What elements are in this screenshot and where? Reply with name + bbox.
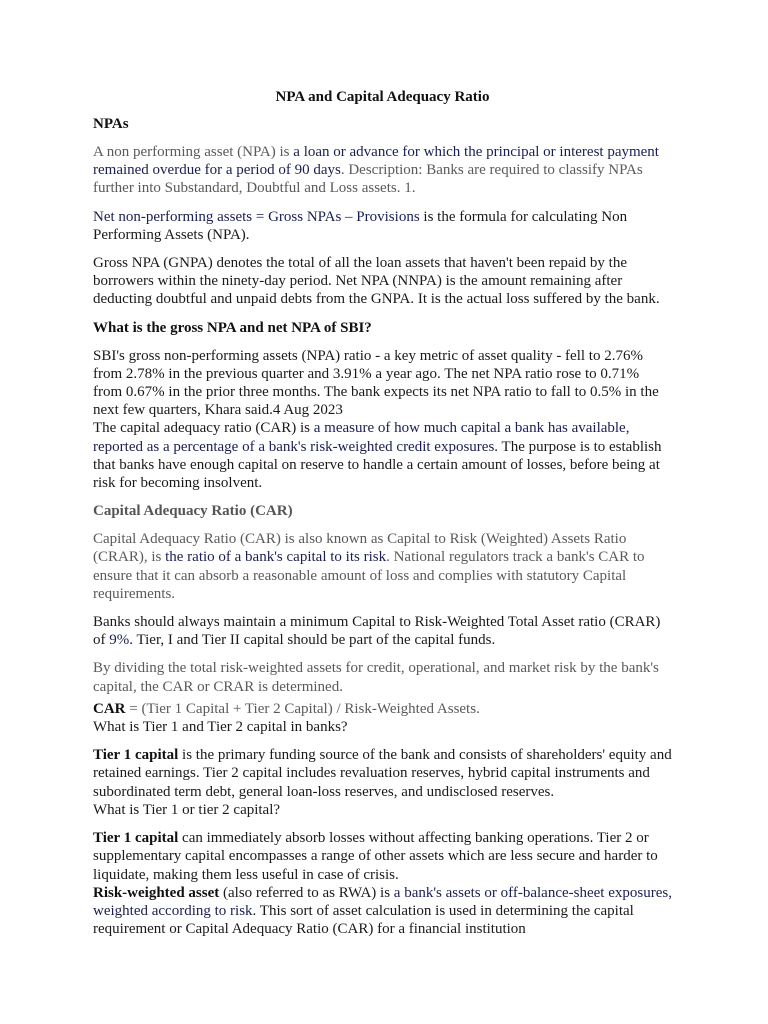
heading-sbi-npa: What is the gross NPA and net NPA of SBI? — [93, 319, 372, 336]
paragraph-car-definition — [93, 419, 672, 492]
car-formula-label: CAR — [93, 700, 126, 717]
npa-definition-highlight: a loan or advance for which the principal or interest payment remained overdue for a period of 90 days — [93, 144, 659, 179]
crar-tail: . National regulators track a bank's CAR to ensure that it can absorb a reasonable amount of loss and complies with statutory Capital requirements. — [93, 549, 645, 602]
min-crar-lead: Banks should always maintain a minimum Capital to Risk-Weighted Total Asset ratio (CRAR) of — [93, 614, 661, 649]
car-definition-lead: The capital adequacy ratio (CAR) is — [93, 420, 314, 437]
net-npa-formula: Net non-performing assets = Gross NPAs – Provisions — [93, 208, 420, 225]
heading-car: Capital Adequacy Ratio (CAR) — [93, 503, 293, 520]
paragraph-tier1-primary — [93, 746, 672, 801]
heading-npas: NPAs — [93, 116, 129, 132]
rwa-label: Risk-weighted asset — [93, 884, 220, 901]
paragraph-crar — [93, 530, 672, 603]
question-tier-capital: What is Tier 1 and Tier 2 capital in banks? — [93, 719, 348, 736]
min-crar-tail: . Tier, I and Tier II capital should be part of the capital funds. — [129, 632, 496, 649]
paragraph-npa-definition — [93, 143, 672, 198]
rwa-tail: . This sort of asset calculation is used in determining the capital requirement or Capital Adequacy Ratio (CAR) for a financial institution — [93, 902, 634, 938]
tier1-label-2: Tier 1 capital — [93, 830, 179, 847]
npa-definition-lead: A non performing asset (NPA) is — [93, 144, 294, 160]
rwa-highlight: a bank's assets or off-balance-sheet exposures, weighted according to risk — [93, 884, 672, 919]
min-crar-value: 9% — [109, 632, 130, 649]
paragraph-gross-npa: Gross NPA (GNPA) denotes the total of all the loan assets that haven't been repaid by the borrowers within the ninety-day period. Net NPA (NNPA) is the amount remaining after deducting doubtful and unpaid debts from the GNPA. It is the actual loss suffered by the bank. — [93, 255, 660, 308]
paragraph-min-crar — [93, 613, 672, 649]
paragraph-tier1-absorb — [93, 829, 672, 884]
question-tier1-or-tier2: What is Tier 1 or tier 2 capital? — [93, 801, 281, 818]
tier1-primary-text: is the primary funding source of the bank and consists of shareholders' equity and retained earnings. Tier 2 capital includes revaluation reserves, hybrid capital instruments and subordinated term debt, general loan-loss reserves, and undisclosed reserves. — [93, 747, 672, 800]
tier1-label: Tier 1 capital — [93, 747, 179, 764]
paragraph-car-formula — [93, 700, 672, 718]
crar-lead: Capital Adequacy Ratio (CAR) is also known as Capital to Risk (Weighted) Assets Ratio (CRAR), is — [93, 531, 627, 566]
paragraph-sbi-npa: SBI's gross non-performing assets (NPA) ratio - a key metric of asset quality - fell to 2.76% from 2.78% in the previous quarter and 3.91% a year ago. The net NPA ratio rose to 0.71% from 0.67% in the prior three months. The bank expects its net NPA ratio to fall to 0.5% in the next few quarters, Khara said.4 Aug 2023 — [93, 347, 659, 419]
car-formula-expression: = (Tier 1 Capital + Tier 2 Capital) / Risk-Weighted Assets. — [125, 700, 480, 717]
paragraph-car-method: By dividing the total risk-weighted assets for credit, operational, and market risk by the bank's capital, the CAR or CRAR is determined. — [93, 660, 659, 695]
rwa-lead: (also referred to as RWA) is — [219, 884, 394, 901]
car-definition-highlight: a measure of how much capital a bank has available, reported as a percentage of a bank's risk-weighted credit exposures — [93, 420, 630, 455]
npa-definition-tail: . Description: Banks are required to classify NPAs further into Substandard, Doubtful and Loss assets. 1. — [93, 162, 643, 197]
tier1-absorb-text: can immediately absorb losses without affecting banking operations. Tier 2 or supplementary capital encompasses a range of other assets which are less secure and harder to liquidate, making them less useful in case of crisis. — [93, 830, 658, 883]
car-definition-tail: . The purpose is to establish that banks have enough capital on reserve to handle a certain amount of losses, before being at risk for becoming insolvent. — [93, 438, 662, 492]
crar-highlight: the ratio of a bank's capital to its risk — [165, 549, 387, 566]
paragraph-rwa — [93, 884, 672, 939]
document-title: NPA and Capital Adequacy Ratio — [275, 89, 490, 105]
paragraph-net-npa-formula — [93, 208, 672, 244]
net-npa-formula-tail: is the formula for calculating Non Performing Assets (NPA). — [93, 208, 628, 243]
